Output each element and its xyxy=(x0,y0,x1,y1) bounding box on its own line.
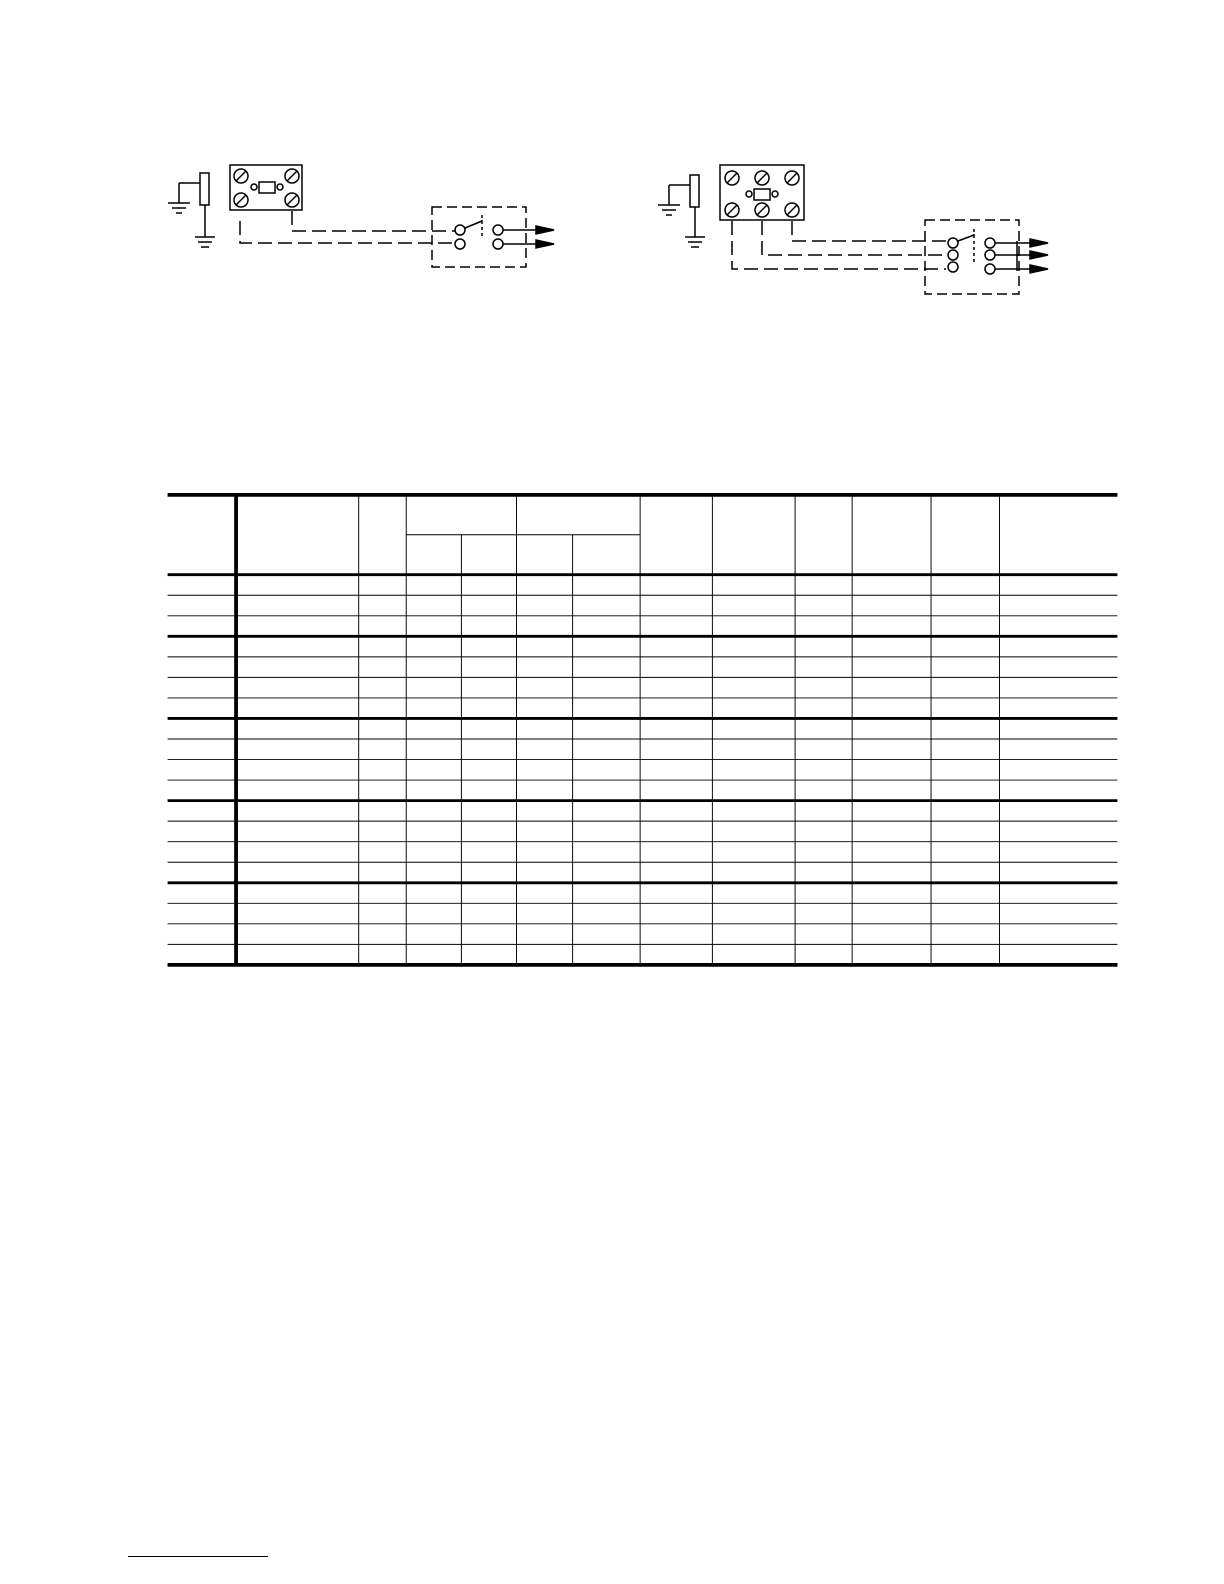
terminal-block-icon xyxy=(230,165,302,210)
single-phase-wiring-diagram xyxy=(160,155,580,275)
arrow-right-icon xyxy=(503,226,554,248)
footnote-rule xyxy=(128,1556,268,1557)
ground-icon xyxy=(195,205,215,247)
three-phase-wiring-diagram xyxy=(650,155,1070,305)
sensor-element-icon xyxy=(690,175,699,207)
table-grid xyxy=(143,492,1142,994)
specification-table xyxy=(143,492,1142,994)
ground-icon xyxy=(685,207,705,247)
dashed-lead-wires xyxy=(240,211,456,243)
switch-box-icon xyxy=(432,207,526,267)
ground-icon xyxy=(658,185,690,215)
ground-icon xyxy=(168,183,200,213)
sensor-element-icon xyxy=(200,173,209,205)
dashed-lead-wires xyxy=(732,221,946,269)
terminal-block-icon xyxy=(720,165,804,220)
arrow-right-icon xyxy=(995,239,1048,273)
switch-box-icon xyxy=(925,220,1019,294)
